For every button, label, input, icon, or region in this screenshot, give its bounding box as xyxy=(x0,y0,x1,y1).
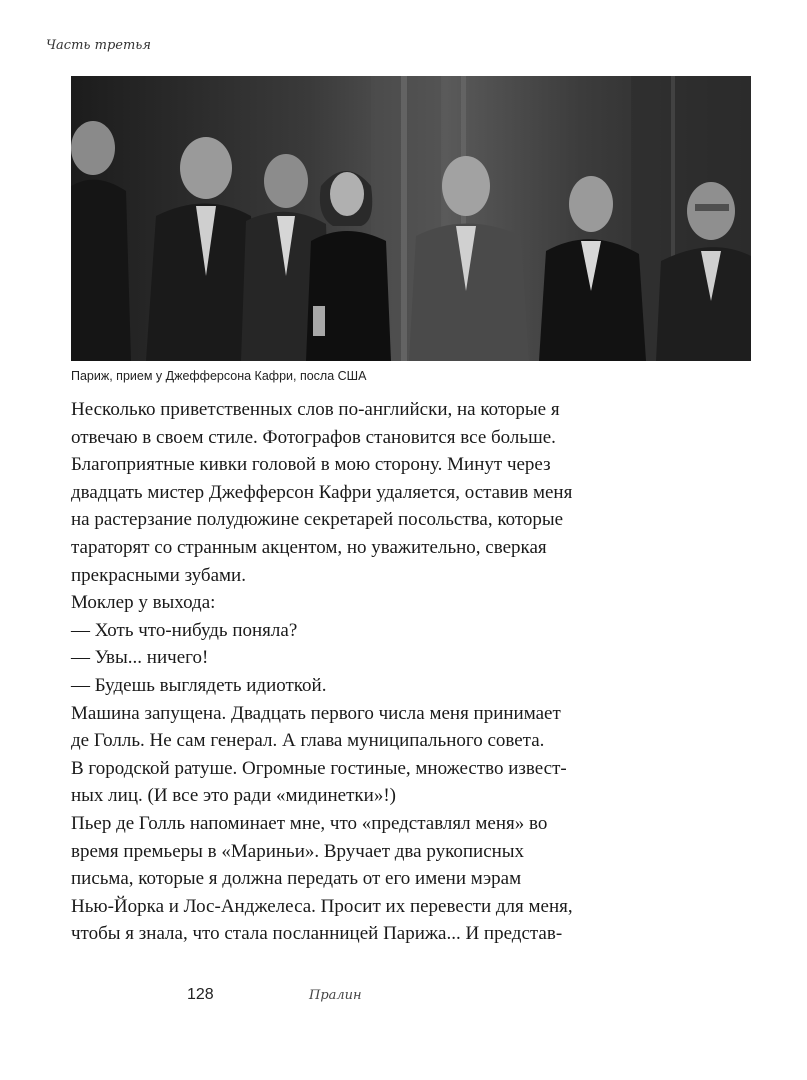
text-line: время премьеры в «Мариньи». Вручает два рукописных xyxy=(71,840,525,862)
text-line: письма, которые я должна передать от его имени мэрам xyxy=(71,868,522,890)
photograph xyxy=(71,76,751,361)
text-line: Благоприятные кивки головой в мою сторону. Минут через xyxy=(71,454,551,476)
book-title: Пралин xyxy=(309,988,362,1003)
text-line: Несколько приветственных слов по-английски, на которые я xyxy=(71,399,560,420)
text-line: тараторят со странным акцентом, но уважительно, сверкая xyxy=(71,536,547,558)
page-number: 128 xyxy=(187,986,214,1003)
text-line: — Будешь выглядеть идиоткой. xyxy=(71,674,327,696)
text-line: — Увы... ничего! xyxy=(71,647,209,669)
text-line: Пьер де Голль напоминает мне, что «представлял меня» во xyxy=(71,812,548,834)
text-line: на растерзание полудюжине секретарей посольства, которые xyxy=(71,509,564,531)
photo-caption: Париж, прием у Джефферсона Кафри, посла США xyxy=(71,369,367,383)
body-text xyxy=(71,396,761,948)
text-line: прекрасными зубами. xyxy=(71,564,246,586)
text-line: Нью-Йорка и Лос-Анджелеса. Просит их перевести для меня, xyxy=(71,895,573,917)
text-line: В городской ратуше. Огромные гостиные, множество извест- xyxy=(71,757,567,779)
text-line: двадцать мистер Джефферсон Кафри удаляется, оставив меня xyxy=(71,481,573,503)
text-line: де Голль. Не сам генерал. А глава муниципального совета. xyxy=(71,730,545,752)
text-line: Моклер у выхода: xyxy=(71,592,216,614)
reception-photo-illustration xyxy=(71,76,751,361)
text-line: Машина запущена. Двадцать первого числа меня принимает xyxy=(71,702,561,724)
text-line: — Хоть что-нибудь поняла? xyxy=(71,619,298,641)
text-line: чтобы я знала, что стала посланницей Парижа... И представ- xyxy=(71,923,563,945)
text-line: ных лиц. (И все это ради «мидинетки»!) xyxy=(71,785,396,807)
text-line: отвечаю в своем стиле. Фотографов становится все больше. xyxy=(71,426,556,448)
running-header: Часть третья xyxy=(46,38,151,53)
